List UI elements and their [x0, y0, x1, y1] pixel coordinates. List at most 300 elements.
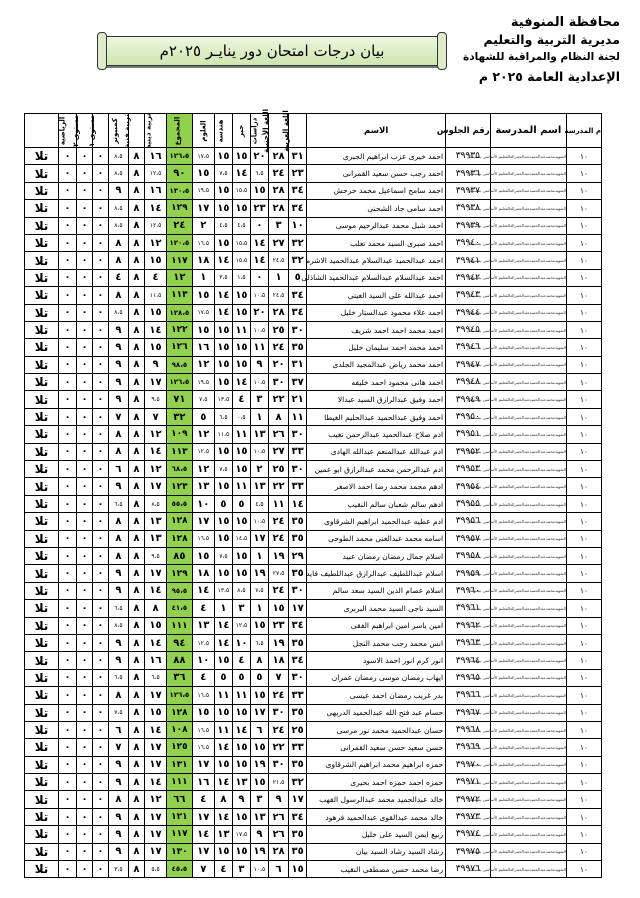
student-name-cell: احمد عبدالله على السيد الغيتى	[307, 287, 446, 304]
total-grade-cell: ١١٣	[167, 287, 192, 304]
school-name-cell: الشهيدمحمدعبدالحميدعبدالحمرالعالقعليم الأساسي بشنيشان	[490, 530, 566, 547]
student-name-cell: احمد عبدالحميد عبدالسلام عبدالحميد الاشرم	[307, 252, 446, 269]
col-art: تربية فنية	[129, 114, 145, 148]
table-row	[25, 287, 602, 304]
table-row	[25, 669, 602, 686]
computer-grade-cell: ٨،٥	[108, 148, 128, 165]
sports-grade-cell: ٠	[59, 721, 77, 738]
algebra-grade-cell: ١٥	[232, 287, 250, 304]
student-name-cell: احمد شبل محمد عبدالرحيم موسى	[307, 217, 446, 234]
arabic-grade-cell: ٢٣	[289, 165, 307, 182]
geometry-grade-cell: ١٥	[214, 843, 232, 860]
result-cell: تلا	[25, 774, 59, 791]
geometry-grade-cell: ١٥	[214, 478, 232, 495]
arabic-grade-cell: ٣٠	[289, 461, 307, 478]
level1-grade-cell: ٠	[92, 808, 108, 825]
level1-grade-cell: ٠	[92, 513, 108, 530]
level2-grade-cell: ٠	[77, 861, 93, 878]
school-number-cell: ١٠	[567, 826, 602, 843]
computer-grade-cell: ٨	[108, 530, 128, 547]
level1-grade-cell: ٠	[92, 304, 108, 321]
seat-number-cell: ٣٩٩٧٦	[446, 861, 491, 878]
grades-table	[24, 108, 602, 878]
religion-grade-cell: ١٧	[144, 374, 166, 391]
table-row	[25, 461, 602, 478]
level2-grade-cell: ٠	[77, 182, 93, 199]
computer-grade-cell: ٩	[108, 565, 128, 582]
school-number-cell: ١٠	[567, 617, 602, 634]
school-number-cell: ١٠	[567, 356, 602, 373]
science-grade-cell: ١٦،٥	[192, 739, 214, 756]
seat-number-cell: ٣٩٩٦٩	[446, 739, 491, 756]
school-number-cell: ١٠	[567, 634, 602, 651]
sports-grade-cell: ٠	[59, 217, 77, 234]
seat-number-cell: ٣٩٩٤٤	[446, 304, 491, 321]
student-name-cell: ادم عبدالله عبدالمنعم عبدالله الهادى	[307, 443, 446, 460]
total-grade-cell: ٤٥،٥	[167, 861, 192, 878]
science-grade-cell: ١٩،٥	[192, 182, 214, 199]
algebra-grade-cell: ٩	[232, 791, 250, 808]
social-grade-cell: ٣	[250, 791, 268, 808]
seat-number-cell: ٣٩٩٣٦	[446, 165, 491, 182]
religion-grade-cell: ١٦	[144, 182, 166, 199]
computer-grade-cell: ٦	[108, 461, 128, 478]
science-grade-cell: ١٢،٥	[192, 634, 214, 651]
algebra-grade-cell: ٤	[232, 652, 250, 669]
table-row	[25, 634, 602, 651]
sports-grade-cell: ٠	[59, 547, 77, 564]
seat-number-cell: ٣٩٩٧٠	[446, 756, 491, 773]
computer-grade-cell: ٩	[108, 843, 128, 860]
student-name-cell: احمد وفيق عبدالرازق السيد عبدالا	[307, 391, 446, 408]
student-name-cell: احمد صبرى السيد محمد تعلب	[307, 234, 446, 251]
algebra-grade-cell: ١٥	[232, 808, 250, 825]
social-grade-cell: ٢٣	[250, 200, 268, 217]
social-grade-cell: ١٤	[250, 234, 268, 251]
table-row	[25, 165, 602, 182]
foreign-grade-cell: ٣	[268, 217, 288, 234]
student-name-cell: خالد محمد عبدالقوى عبدالحميد فرهود	[307, 808, 446, 825]
sports-grade-cell: ٠	[59, 652, 77, 669]
level2-grade-cell: ٠	[77, 547, 93, 564]
seat-number-cell: ٣٩٩٦٢	[446, 617, 491, 634]
level1-grade-cell: ٠	[92, 843, 108, 860]
result-cell: تلا	[25, 634, 59, 651]
level1-grade-cell: ٠	[92, 269, 108, 286]
level2-grade-cell: ٠	[77, 739, 93, 756]
result-cell: تلا	[25, 252, 59, 269]
result-cell: تلا	[25, 234, 59, 251]
geometry-grade-cell: ١٥	[214, 356, 232, 373]
sports-grade-cell: ٠	[59, 443, 77, 460]
art-grade-cell: ٨	[129, 669, 145, 686]
art-grade-cell: ٨	[129, 547, 145, 564]
table-row	[25, 148, 602, 165]
school-name-cell: الشهيدمحمدعبدالحميدعبدالحمرالعالقعليم الأساسي بشنيشان	[490, 756, 566, 773]
foreign-grade-cell: ٢٤	[268, 339, 288, 356]
student-name-cell: ادهم محمد محمد رضا احمد الاصغر	[307, 478, 446, 495]
religion-grade-cell: ١٧	[144, 478, 166, 495]
algebra-grade-cell: ١٥	[232, 513, 250, 530]
level1-grade-cell: ٠	[92, 426, 108, 443]
algebra-grade-cell: ١٤	[232, 165, 250, 182]
student-name-cell: رشاد السيد رشاد السيد بيان	[307, 843, 446, 860]
sports-grade-cell: ٠	[59, 739, 77, 756]
science-grade-cell: ١٦	[192, 339, 214, 356]
col-computer: كمبيوتر	[108, 114, 128, 148]
seat-number-cell: ٣٩٩٤٠	[446, 234, 491, 251]
art-grade-cell: ٨	[129, 321, 145, 338]
student-name-cell: انس محمد رجب محمد النجل	[307, 634, 446, 651]
social-grade-cell: ١٥	[250, 739, 268, 756]
algebra-grade-cell: ١١	[232, 478, 250, 495]
computer-grade-cell: ٧	[108, 408, 128, 425]
school-number-cell: ١٠	[567, 374, 602, 391]
science-grade-cell: ١٢	[192, 461, 214, 478]
school-name-cell: الشهيدمحمدعبدالحميدعبدالحمرالعالقعليم الأساسي بشنيشان	[490, 582, 566, 599]
religion-grade-cell: ١٢	[144, 461, 166, 478]
result-cell: تلا	[25, 478, 59, 495]
table-row	[25, 704, 602, 721]
algebra-grade-cell: ٣	[232, 861, 250, 878]
foreign-grade-cell: ٢٤	[268, 721, 288, 738]
school-name-cell: الشهيدمحمدعبدالحميدعبدالحمرالعالقعليم الأساسي بشنيشان	[490, 513, 566, 530]
school-number-cell: ١٠	[567, 443, 602, 460]
social-grade-cell: ١٥	[250, 617, 268, 634]
school-name-cell: الشهيدمحمدعبدالحميدعبدالحمرالعالقعليم الأساسي بشنيشان	[490, 478, 566, 495]
geometry-grade-cell: ٣،٥	[214, 269, 232, 286]
result-cell: تلا	[25, 182, 59, 199]
student-name-cell: حمزه ابراهيم محمد ابراهيم الشرقاوى	[307, 756, 446, 773]
total-grade-cell: ٨٨	[167, 652, 192, 669]
result-cell: تلا	[25, 408, 59, 425]
foreign-grade-cell: ٢٠	[268, 356, 288, 373]
computer-grade-cell: ٩	[108, 182, 128, 199]
algebra-grade-cell: ٨،٥	[232, 582, 250, 599]
arabic-grade-cell: ٣٤	[289, 304, 307, 321]
geometry-grade-cell: ١٥	[214, 321, 232, 338]
level1-grade-cell: ٠	[92, 530, 108, 547]
school-name-cell: الشهيدمحمدعبدالحميدعبدالحمرالعالقعليم الأساسي بشنيشان	[490, 252, 566, 269]
level2-grade-cell: ٠	[77, 617, 93, 634]
school-number-cell: ١٠	[567, 808, 602, 825]
art-grade-cell: ٨	[129, 478, 145, 495]
col-level2: مستوى ٢	[77, 114, 93, 148]
geometry-grade-cell: ١٣،٥	[214, 391, 232, 408]
science-grade-cell: ٤	[192, 791, 214, 808]
school-name-cell: الشهيدمحمدعبدالحميدعبدالحمرالعالقعليم الأساسي بشنيشان	[490, 739, 566, 756]
school-name-cell: الشهيدمحمدعبدالحميدعبدالحمرالعالقعليم الأساسي بشنيشان	[490, 234, 566, 251]
table-row	[25, 304, 602, 321]
level2-grade-cell: ٠	[77, 774, 93, 791]
arabic-grade-cell: ١٠	[289, 217, 307, 234]
algebra-grade-cell: ١٥	[232, 200, 250, 217]
seat-number-cell: ٣٩٩٤٥	[446, 321, 491, 338]
social-grade-cell: ٣	[250, 391, 268, 408]
student-name-cell: السيد ناجى السيد محمد البربرى	[307, 600, 446, 617]
science-grade-cell: ١	[192, 269, 214, 286]
level1-grade-cell: ٠	[92, 669, 108, 686]
school-name-cell: الشهيدمحمدعبدالحميدعبدالحمرالعالقعليم الأساسي بشنيشان	[490, 704, 566, 721]
computer-grade-cell: ٨	[108, 687, 128, 704]
result-cell: تلا	[25, 652, 59, 669]
student-name-cell: حسن سعيد حسن سعيد القمرانى	[307, 739, 446, 756]
level2-grade-cell: ٠	[77, 200, 93, 217]
sports-grade-cell: ٠	[59, 791, 77, 808]
col-sports: الرياضية	[59, 114, 77, 148]
result-cell: تلا	[25, 861, 59, 878]
foreign-grade-cell: ٢٧،٥	[268, 565, 288, 582]
result-cell: تلا	[25, 704, 59, 721]
result-cell: تلا	[25, 582, 59, 599]
result-cell: تلا	[25, 565, 59, 582]
social-grade-cell: ١٤	[250, 252, 268, 269]
social-grade-cell: ١	[250, 408, 268, 425]
science-grade-cell: ١٧،٥	[192, 148, 214, 165]
seat-number-cell: ٣٩٩٦٧	[446, 704, 491, 721]
level2-grade-cell: ٠	[77, 461, 93, 478]
sports-grade-cell: ٠	[59, 530, 77, 547]
school-name-cell: الشهيدمحمدعبدالحميدعبدالحمرالعالقعليم الأساسي بشنيشان	[490, 791, 566, 808]
foreign-grade-cell: ١٨	[268, 652, 288, 669]
total-grade-cell: ١١١	[167, 617, 192, 634]
science-grade-cell: ١٠	[192, 495, 214, 512]
sports-grade-cell: ٠	[59, 617, 77, 634]
social-grade-cell: ١٠،٥	[250, 513, 268, 530]
sports-grade-cell: ٠	[59, 200, 77, 217]
religion-grade-cell: ١٧	[144, 826, 166, 843]
result-cell: تلا	[25, 148, 59, 165]
science-grade-cell: ١٧	[192, 808, 214, 825]
level1-grade-cell: ٠	[92, 617, 108, 634]
computer-grade-cell: ٨،٥	[108, 304, 128, 321]
table-row	[25, 217, 602, 234]
religion-grade-cell: ١٢،٥	[144, 165, 166, 182]
school-name-cell: الشهيدمحمدعبدالحميدعبدالحمرالعالقعليم الأساسي بشنيشان	[490, 408, 566, 425]
algebra-grade-cell: ١٤	[232, 721, 250, 738]
result-cell: تلا	[25, 756, 59, 773]
arabic-grade-cell: ٥	[289, 269, 307, 286]
arabic-grade-cell: ٣٥	[289, 513, 307, 530]
computer-grade-cell: ٩	[108, 478, 128, 495]
school-name-cell: الشهيدمحمدعبدالحميدعبدالحمرالعالقعليم الأساسي بشنيشان	[490, 600, 566, 617]
student-name-cell: احمد محمد رياض عبدالمجيد الجلدى	[307, 356, 446, 373]
student-name-cell: امين ياسر امين ابراهيم الفقى	[307, 617, 446, 634]
level2-grade-cell: ٠	[77, 669, 93, 686]
foreign-grade-cell: ٧	[268, 669, 288, 686]
art-grade-cell: ٨	[129, 461, 145, 478]
art-grade-cell: ٨	[129, 600, 145, 617]
student-name-cell: احمد خيرى عزب ابراهيم الجبرى	[307, 148, 446, 165]
art-grade-cell: ٨	[129, 756, 145, 773]
geometry-grade-cell: ١٥	[214, 148, 232, 165]
algebra-grade-cell: ١٧،٥	[232, 826, 250, 843]
seat-number-cell: ٣٩٩٥٧	[446, 530, 491, 547]
level1-grade-cell: ٠	[92, 182, 108, 199]
table-row	[25, 774, 602, 791]
result-cell: تلا	[25, 269, 59, 286]
level2-grade-cell: ٠	[77, 391, 93, 408]
science-grade-cell: ١٦	[192, 774, 214, 791]
sports-grade-cell: ٠	[59, 408, 77, 425]
school-name-cell: الشهيدمحمدعبدالحميدعبدالحمرالعالقعليم الأساسي بشنيشان	[490, 617, 566, 634]
table-row	[25, 495, 602, 512]
algebra-grade-cell: ١٠	[232, 634, 250, 651]
foreign-grade-cell: ٢٦	[268, 426, 288, 443]
seat-number-cell: ٣٩٩٥٠	[446, 408, 491, 425]
level1-grade-cell: ٠	[92, 547, 108, 564]
geometry-grade-cell: ٤	[214, 861, 232, 878]
sports-grade-cell: ٠	[59, 339, 77, 356]
school-number-cell: ١٠	[567, 461, 602, 478]
algebra-grade-cell: ١٥	[232, 565, 250, 582]
student-name-cell: حسان عبدالحميد محمد نور مرسى	[307, 721, 446, 738]
col-religion: تربية دينية	[144, 114, 166, 148]
school-name-cell: الشهيدمحمدعبدالحميدعبدالحمرالعالقعليم الأساسي بشنيشان	[490, 165, 566, 182]
algebra-grade-cell: ٥	[232, 669, 250, 686]
student-name-cell: اسلام جمال رمضان رمضان عبيد	[307, 547, 446, 564]
foreign-grade-cell: ٩	[268, 791, 288, 808]
geometry-grade-cell: ١٥	[214, 530, 232, 547]
level2-grade-cell: ٠	[77, 530, 93, 547]
computer-grade-cell: ٩	[108, 356, 128, 373]
level1-grade-cell: ٠	[92, 374, 108, 391]
seat-number-cell: ٣٩٩٥٨	[446, 547, 491, 564]
geometry-grade-cell: ١١،٥	[214, 426, 232, 443]
art-grade-cell: ٨	[129, 148, 145, 165]
school-name-cell: الشهيدمحمدعبدالحميدعبدالحمرالعالقعليم الأساسي بشنيشان	[490, 426, 566, 443]
religion-grade-cell: ١٤	[144, 634, 166, 651]
computer-grade-cell: ٤	[108, 269, 128, 286]
algebra-grade-cell: ١١	[232, 687, 250, 704]
total-grade-cell: ١١٧	[167, 826, 192, 843]
sports-grade-cell: ٠	[59, 182, 77, 199]
total-grade-cell: ٩٤	[167, 634, 192, 651]
table-row	[25, 374, 602, 391]
level2-grade-cell: ٠	[77, 582, 93, 599]
geometry-grade-cell: ١٣،٥	[214, 582, 232, 599]
level1-grade-cell: ٠	[92, 687, 108, 704]
arabic-grade-cell: ٣٤	[289, 617, 307, 634]
seat-number-cell: ٣٩٩٤١	[446, 252, 491, 269]
geometry-grade-cell: ١٥	[214, 443, 232, 460]
school-number-cell: ١٠	[567, 843, 602, 860]
foreign-grade-cell: ١٩	[268, 634, 288, 651]
foreign-grade-cell: ٢٣	[268, 617, 288, 634]
student-name-cell: ادهم سالم شعبان سالم النقيب	[307, 495, 446, 512]
table-row	[25, 321, 602, 338]
religion-grade-cell: ٤	[144, 269, 166, 286]
arabic-grade-cell: ٣٠	[289, 669, 307, 686]
art-grade-cell: ٨	[129, 704, 145, 721]
sports-grade-cell: ٠	[59, 861, 77, 878]
social-grade-cell: ١١	[250, 339, 268, 356]
school-name-cell: الشهيدمحمدعبدالحميدعبدالحمرالعالقعليم الأساسي بشنيشان	[490, 721, 566, 738]
art-grade-cell: ٨	[129, 374, 145, 391]
level1-grade-cell: ٠	[92, 461, 108, 478]
level1-grade-cell: ٠	[92, 756, 108, 773]
art-grade-cell: ٨	[129, 861, 145, 878]
science-grade-cell: ١٥	[192, 704, 214, 721]
school-name-cell: الشهيدمحمدعبدالحميدعبدالحمرالعالقعليم الأساسي بشنيشان	[490, 200, 566, 217]
computer-grade-cell: ٩	[108, 826, 128, 843]
science-grade-cell: ٧	[192, 861, 214, 878]
school-name-cell: الشهيدمحمدعبدالحميدعبدالحمرالعالقعليم الأساسي بشنيشان	[490, 182, 566, 199]
sports-grade-cell: ٠	[59, 756, 77, 773]
level1-grade-cell: ٠	[92, 321, 108, 338]
result-cell: تلا	[25, 339, 59, 356]
religion-grade-cell: ١٥	[144, 704, 166, 721]
algebra-grade-cell: ١٥	[232, 443, 250, 460]
foreign-grade-cell: ٦	[268, 861, 288, 878]
sports-grade-cell: ٠	[59, 634, 77, 651]
algebra-grade-cell: ١٥	[232, 756, 250, 773]
table-row	[25, 252, 602, 269]
school-name-cell: الشهيدمحمدعبدالحميدعبدالحمرالعالقعليم الأساسي بشنيشان	[490, 843, 566, 860]
arabic-grade-cell: ٣٥	[289, 339, 307, 356]
computer-grade-cell: ٩	[108, 321, 128, 338]
level2-grade-cell: ٠	[77, 165, 93, 182]
result-cell: تلا	[25, 843, 59, 860]
science-grade-cell: ١٥	[192, 165, 214, 182]
seat-number-cell: ٣٩٩٤٢	[446, 269, 491, 286]
school-name-cell: الشهيدمحمدعبدالحميدعبدالحمرالعالقعليم الأساسي بشنيشان	[490, 808, 566, 825]
computer-grade-cell: ٩	[108, 774, 128, 791]
geometry-grade-cell: ١٤	[214, 304, 232, 321]
science-grade-cell: ٢	[192, 217, 214, 234]
table-row	[25, 600, 602, 617]
seat-number-cell: ٣٩٩٣٩	[446, 217, 491, 234]
school-number-cell: ١٠	[567, 652, 602, 669]
result-cell: تلا	[25, 808, 59, 825]
level2-grade-cell: ٠	[77, 843, 93, 860]
school-name-cell: الشهيدمحمدعبدالحميدعبدالحمرالعالقعليم الأساسي بشنيشان	[490, 565, 566, 582]
computer-grade-cell: ٩	[108, 652, 128, 669]
total-grade-cell: ٩٠	[167, 165, 192, 182]
foreign-grade-cell: ٢٦	[268, 826, 288, 843]
school-number-cell: ١٠	[567, 547, 602, 564]
art-grade-cell: ٨	[129, 495, 145, 512]
arabic-grade-cell: ١١	[289, 408, 307, 425]
sports-grade-cell: ٠	[59, 826, 77, 843]
computer-grade-cell: ٨	[108, 547, 128, 564]
total-grade-cell: ٨٥	[167, 547, 192, 564]
table-row	[25, 652, 602, 669]
arabic-grade-cell: ٣٤	[289, 808, 307, 825]
seat-number-cell: ٣٩٩٥٢	[446, 443, 491, 460]
social-grade-cell: ٢٠	[250, 148, 268, 165]
social-grade-cell: ٤،٥	[250, 495, 268, 512]
sports-grade-cell: ٠	[59, 808, 77, 825]
result-cell: تلا	[25, 356, 59, 373]
table-row	[25, 756, 602, 773]
foreign-grade-cell: ٢٦	[268, 808, 288, 825]
social-grade-cell: ٥	[250, 669, 268, 686]
total-grade-cell: ١١٣	[167, 443, 192, 460]
total-grade-cell: ١٠٨	[167, 721, 192, 738]
result-cell: تلا	[25, 287, 59, 304]
foreign-grade-cell: ٢٨	[268, 200, 288, 217]
computer-grade-cell: ٦	[108, 721, 128, 738]
school-name-cell: الشهيدمحمدعبدالحميدعبدالحمرالعالقعليم الأساسي بشنيشان	[490, 321, 566, 338]
level1-grade-cell: ٠	[92, 861, 108, 878]
sports-grade-cell: ٠	[59, 374, 77, 391]
art-grade-cell: ٨	[129, 269, 145, 286]
table-row	[25, 861, 602, 878]
arabic-grade-cell: ٣٠	[289, 426, 307, 443]
sports-grade-cell: ٠	[59, 321, 77, 338]
arabic-grade-cell: ٣٧	[289, 374, 307, 391]
